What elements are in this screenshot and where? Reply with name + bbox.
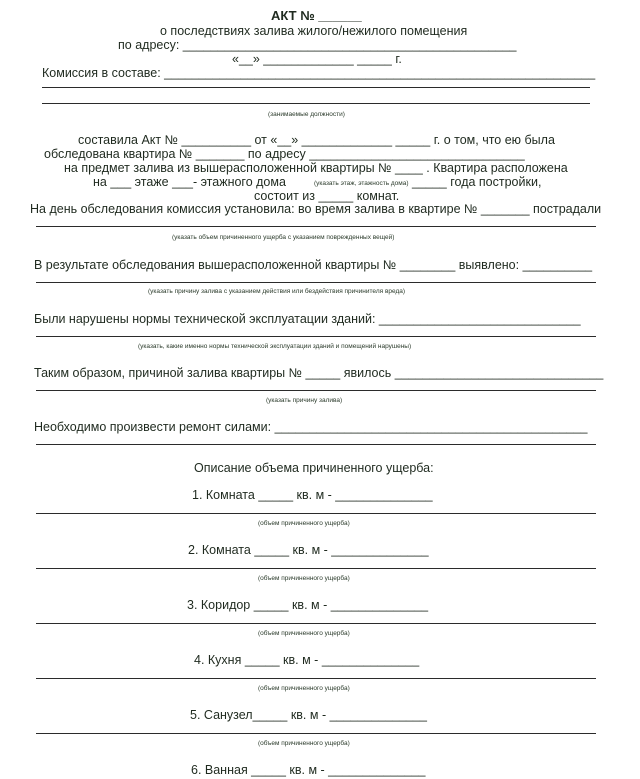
damage-heading: Описание объема причиненного ущерба:: [194, 461, 434, 475]
damage-hint: (указать объем причиненного ущерба с указанием поврежденных вещей): [172, 234, 395, 241]
norms-line: Были нарушены нормы технической эксплуатации зданий: _____________________________: [34, 312, 581, 326]
damage-item-hint: (объем причиненного ущерба): [258, 575, 350, 582]
damage-item-hint: (объем причиненного ущерба): [258, 520, 350, 527]
damage-item-hint: (объем причиненного ущерба): [258, 630, 350, 637]
body-line-4b: _____ года постройки,: [412, 175, 542, 189]
commission-line: Комиссия в составе: ______________________________________________________________: [42, 66, 596, 80]
blank-line: [36, 568, 596, 569]
damage-item: 6. Ванная _____ кв. м - ______________: [191, 763, 426, 777]
blank-line: [36, 390, 596, 391]
blank-line: [42, 103, 590, 104]
damage-item: 3. Коридор _____ кв. м - ______________: [187, 598, 429, 612]
blank-line: [36, 226, 596, 227]
repair-line: Необходимо произвести ремонт силами: _____________________________________________: [34, 420, 588, 434]
blank-line: [36, 513, 596, 514]
body-line-1: составила Акт № __________ от «__» _____________ _____ г. о том, что ею была: [78, 133, 555, 147]
body-line-6: На день обследования комиссия установила: во время залива в квартире № _______ пострадали: [30, 202, 602, 216]
blank-line: [36, 733, 596, 734]
blank-line: [36, 444, 596, 445]
damage-item: 4. Кухня _____ кв. м - ______________: [194, 653, 420, 667]
body-line-5: состоит из _____ комнат.: [254, 189, 400, 203]
date-line: «__» _____________ _____ г.: [232, 52, 402, 66]
address-line: по адресу: ________________________________________________: [118, 38, 517, 52]
act-title: АКТ № ______: [271, 8, 362, 23]
blank-line: [36, 623, 596, 624]
body-line-4a: на ___ этаже ___- этажного дома: [93, 175, 286, 189]
body-line-4-hint: (указать этаж, этажность дома): [314, 180, 409, 187]
blank-line: [42, 87, 590, 88]
cause-hint: (указать причину залива): [266, 397, 343, 404]
damage-item: 2. Комната _____ кв. м - ______________: [188, 543, 429, 557]
blank-line: [36, 336, 596, 337]
body-line-2: обследована квартира № _______ по адресу _______________________________: [44, 147, 525, 161]
damage-item: 1. Комната _____ кв. м - ______________: [192, 488, 433, 502]
body-line-3: на предмет залива из вышерасположенной квартиры № ____ . Квартира расположена: [64, 161, 568, 175]
revealed-hint: (указать причину залива с указанием действия или бездействия причинителя вреда): [148, 288, 406, 295]
revealed-line: В результате обследования вышерасположенной квартиры № ________ выявлено: __________: [34, 258, 593, 272]
damage-item: 5. Санузел_____ кв. м - ______________: [190, 708, 427, 722]
damage-item-hint: (объем причиненного ущерба): [258, 685, 350, 692]
blank-line: [36, 678, 596, 679]
norms-hint: (указать, какие именно нормы технической эксплуатации зданий и помещений нарушены): [138, 343, 412, 350]
cause-line: Таким образом, причиной залива квартиры № _____ явилось ______________________________: [34, 366, 604, 380]
blank-line: [36, 282, 596, 283]
act-subtitle: о последствиях залива жилого/нежилого помещения: [160, 24, 468, 38]
damage-item-hint: (объем причиненного ущерба): [258, 740, 350, 747]
commission-hint: (занимаемые должности): [268, 111, 345, 118]
